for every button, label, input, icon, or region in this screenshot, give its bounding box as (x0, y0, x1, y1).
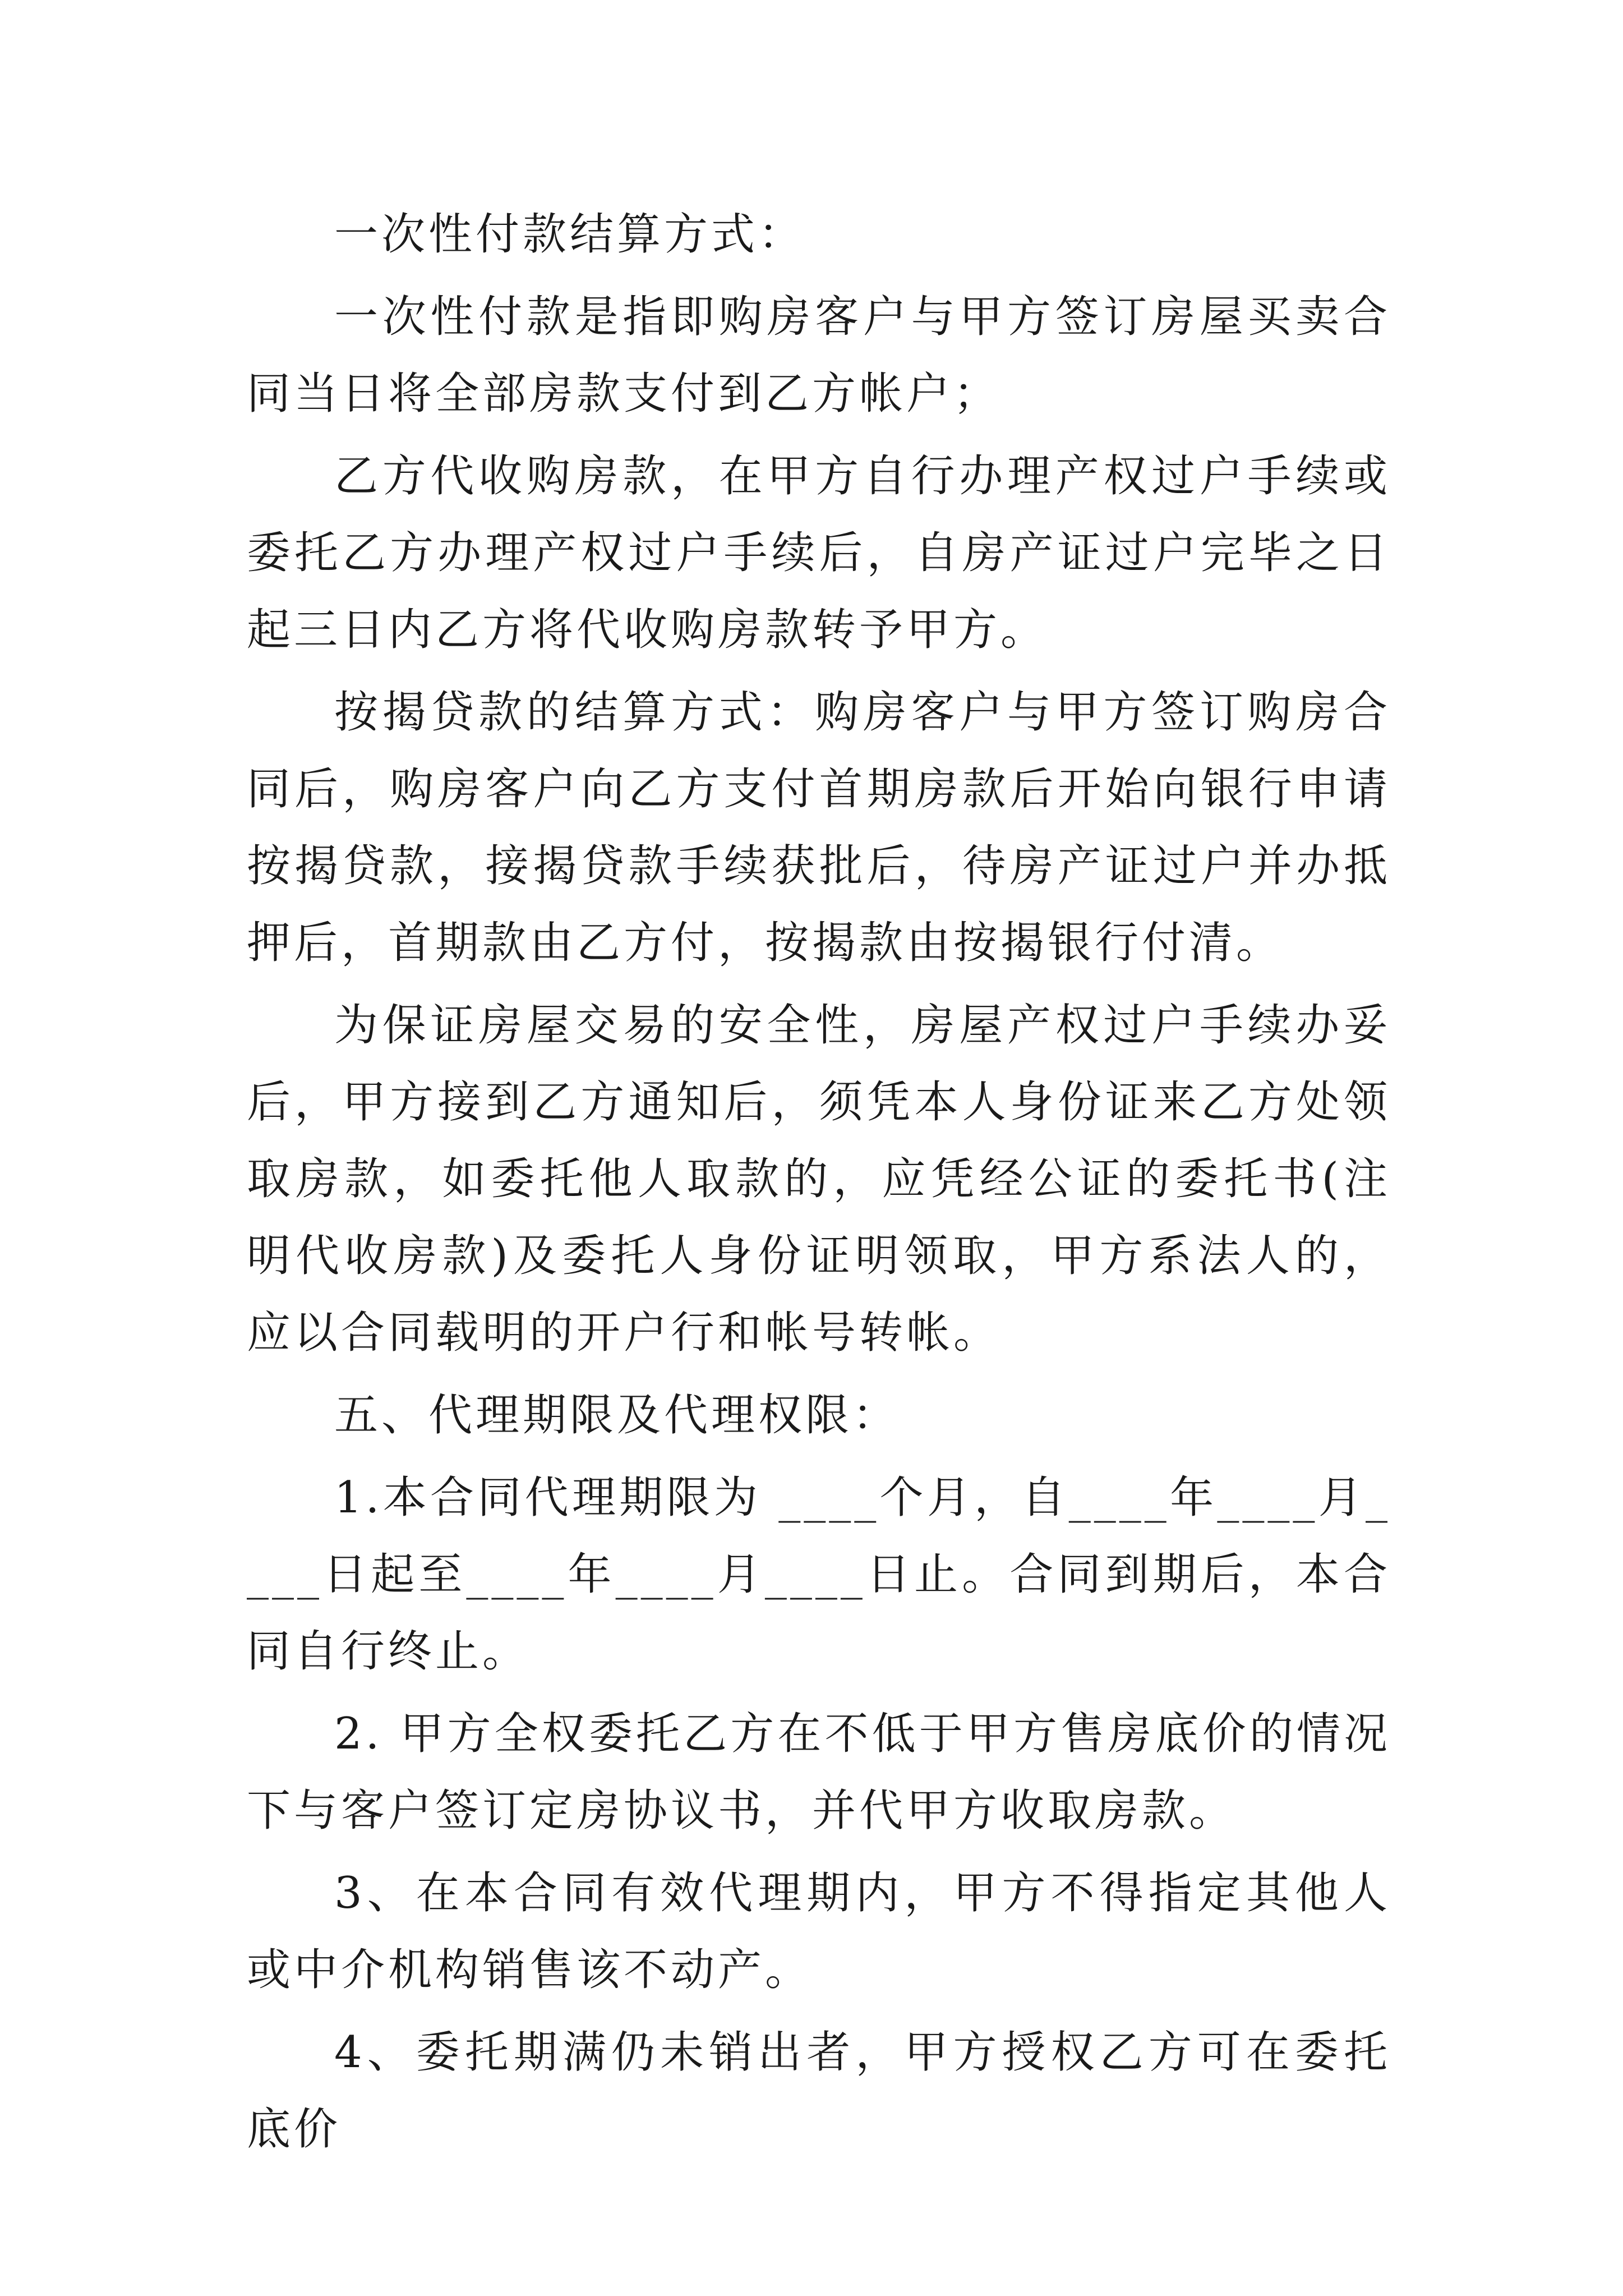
section-heading-agency-term: 五、代理期限及代理权限： (334, 1390, 900, 1441)
paragraph-lump-sum-definition: 一次性付款是指即购房客户与甲方签订房屋买卖合同当日将全部房款支付到乙方帐户； (247, 292, 1391, 419)
clause-3-exclusivity: 3、在本合同有效代理期内，甲方不得指定其他人或中介机构销售该不动产。 (247, 1868, 1391, 1995)
paragraph-transaction-safety: 为保证房屋交易的安全性，房屋产权过户手续办妥后，甲方接到乙方通知后，须凭本人身份证来乙方处领取房款，如委托他人取款的，应凭经公证的委托书(注明代收房款)及委托人身份证明领取，甲方系法人的，应以合同载明的开户行和帐号转帐。 (247, 1000, 1391, 1358)
clause-4-expiry: 4、委托期满仍未销出者，甲方授权乙方可在委托底价 (247, 2027, 1391, 2155)
paragraph-collection-transfer: 乙方代收购房款，在甲方自行办理产权过户手续或委托乙方办理产权过户手续后，自房产证过户完毕之日起三日内乙方将代收购房款转予甲方。 (247, 451, 1391, 655)
clause-1-agency-period: 1.本合同代理期限为 ____个月，自____年____月____日起至____年____月____日止。合同到期后，本合同自行终止。 (247, 1473, 1391, 1677)
paragraph-lump-sum-heading: 一次性付款结算方式： (334, 209, 806, 260)
clause-2-full-authorization: 2. 甲方全权委托乙方在不低于甲方售房底价的情况下与客户签订定房协议书，并代甲方收取房款。 (247, 1709, 1391, 1836)
paragraph-mortgage-settlement: 按揭贷款的结算方式：购房客户与甲方签订购房合同后，购房客户向乙方支付首期房款后开始向银行申请按揭贷款，接揭贷款手续获批后，待房产证过户并办抵押后，首期款由乙方付，按揭款由按揭银行付清。 (247, 687, 1391, 968)
document-body (247, 196, 1391, 2174)
